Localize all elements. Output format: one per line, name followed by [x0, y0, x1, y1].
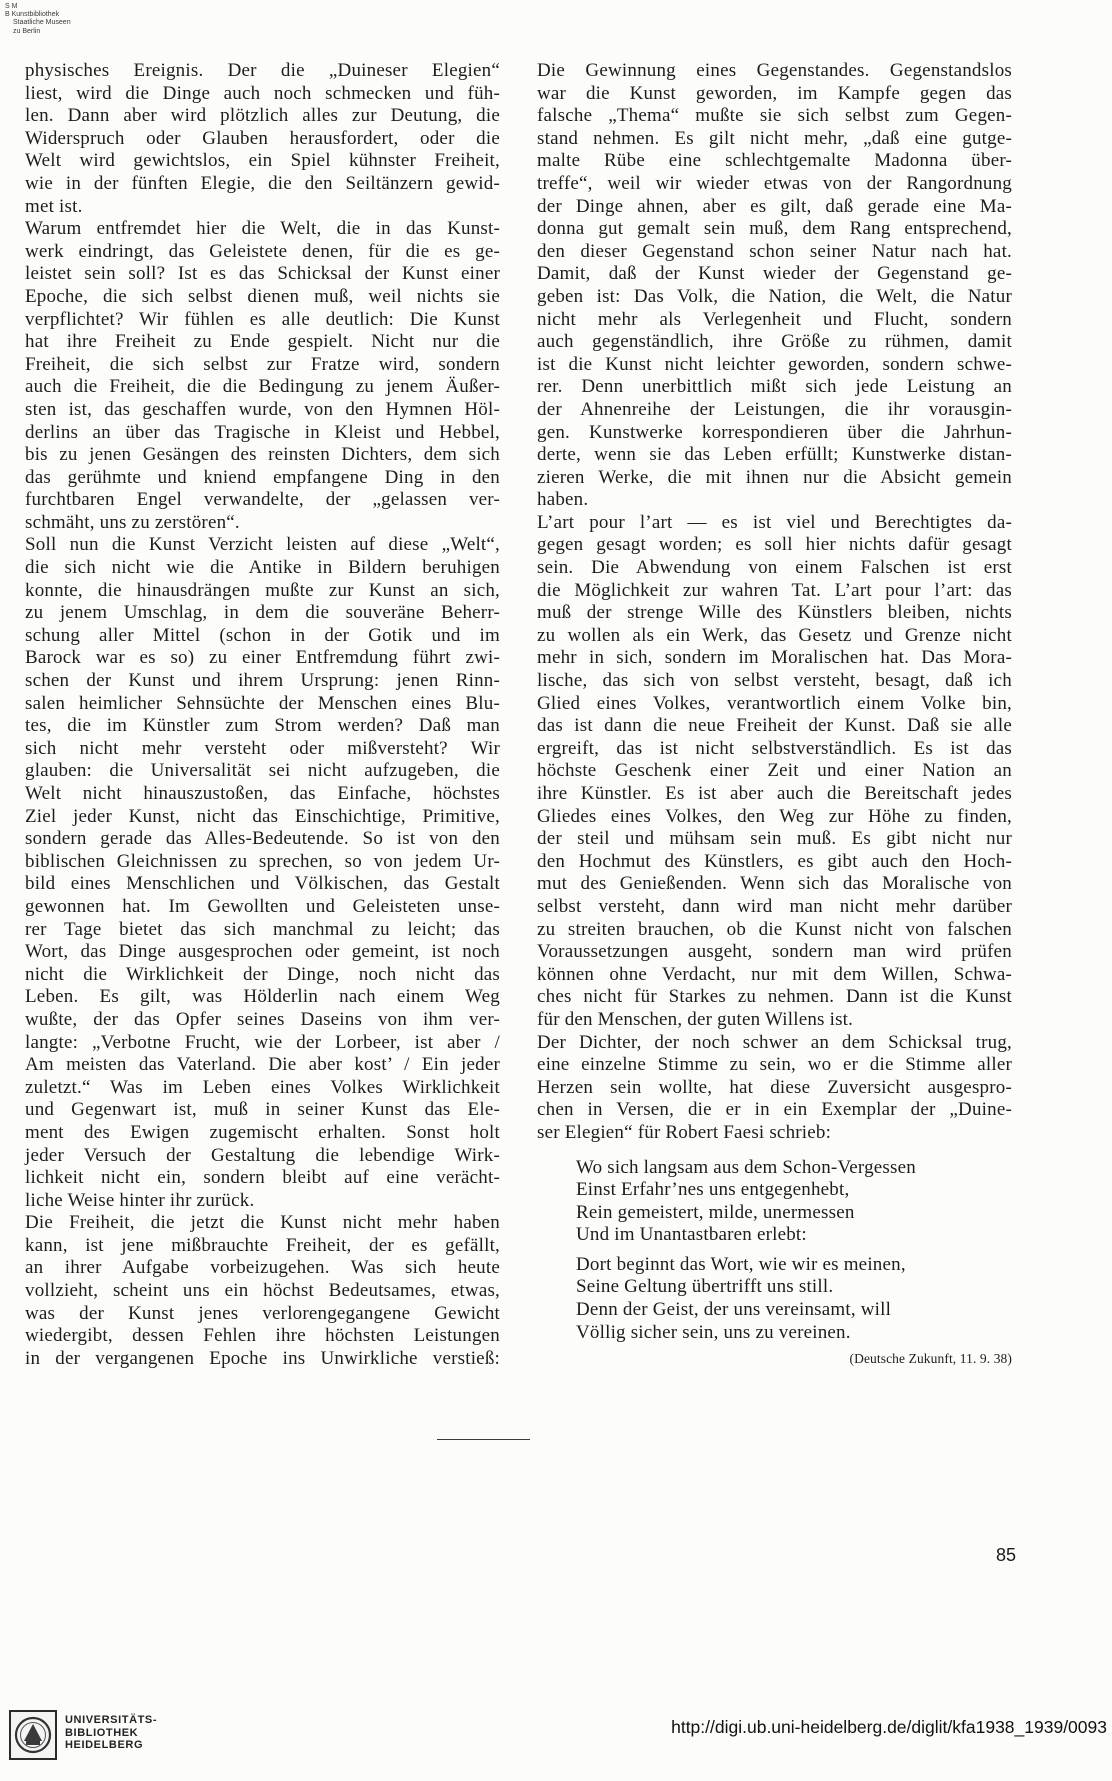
poem-line: Völlig sicher sein, uns zu vereinen.: [576, 1321, 851, 1343]
stamp-line: Staatliche Museen: [13, 19, 71, 27]
text-line: die sich nicht wie die Antike in Bildern beruhigen: [25, 557, 500, 579]
text-line: in der vergangenen Epoche ins Unwirkliche verstieß:: [25, 1347, 500, 1369]
text-line: donna gut gemalt sein muß, dem Rang entsprechend,: [537, 218, 1012, 240]
text-line: vollzieht, scheint uns ein höchst Bedeutsames, etwas,: [25, 1280, 500, 1302]
left-text-column: [25, 60, 500, 1370]
text-line: schen der Kunst und ihrem Ursprung: jenen Rinn-: [25, 670, 500, 692]
text-line: war die Kunst geworden, im Kampfe gegen das: [537, 82, 1012, 104]
paragraph: [25, 218, 500, 534]
text-line: salen heimlicher Sehnsüchte der Menschen eines Blu-: [25, 692, 500, 714]
text-line: Leben. Es gilt, was Hölderlin nach einem Weg: [25, 986, 500, 1008]
text-line: den dieser Gegenstand schon seiner Natur nach hat.: [537, 240, 1012, 262]
library-name-line: BIBLIOTHEK: [65, 1726, 139, 1739]
section-divider: [437, 1439, 530, 1440]
text-line: zuletzt.“ Was im Leben eines Volkes Wirklichkeit: [25, 1076, 500, 1098]
text-line: met ist.: [25, 195, 83, 217]
text-line: sich nicht mehr versteht oder mißversteht? Wir: [25, 737, 500, 759]
text-line: zu wollen als ein Werk, das Gesetz und Grenze nicht: [537, 624, 1012, 646]
text-line: schmäht, uns zu zerstören“.: [25, 511, 240, 533]
text-line: Gliedes eines Volkes, den Weg zur Höhe zu finden,: [537, 805, 1012, 827]
text-line: an ihrer Aufgabe vorbeizugehen. Was sich heute: [25, 1257, 500, 1279]
text-line: bild eines Menschlichen und Völkischen, das Gestalt: [25, 873, 500, 895]
paragraph: [537, 60, 1012, 512]
text-line: gegen gesagt worden; es soll hier nichts dafür gesagt: [537, 534, 1012, 556]
text-line: chen in Versen, die er in ein Exemplar der „Duine-: [537, 1099, 1012, 1121]
text-line: für den Menschen, der guten Willens ist.: [537, 1008, 854, 1030]
poem-line: Denn der Geist, der uns vereinsamt, will: [576, 1299, 892, 1321]
text-line: muß der strenge Wille des Künstlers bleiben, nichts: [537, 602, 1012, 624]
text-line: konnte, die hinausdrängen mußte zur Kunst an sich,: [25, 579, 500, 601]
text-line: mehr in sich, sondern im Moralischen hat. Das Mora-: [537, 647, 1012, 669]
text-line: derte, wenn sie das Leben erfüllt; Kunstwerke distan-: [537, 444, 1012, 466]
text-line: die Möglichkeit zur wahren Tat. L’art pour l’art: das: [537, 579, 1012, 601]
text-line: derlins an über das Tragische in Kleist und Hebbel,: [25, 421, 500, 443]
text-line: ist die Kunst nicht leichter geworden, sondern schwe-: [537, 353, 1012, 375]
poem-line: Einst Erfahr’nes uns entgegenhebt,: [576, 1179, 850, 1201]
text-line: Voraussetzungen ausgeht, sondern man wird prüfen: [537, 941, 1012, 963]
text-line: auch die Freiheit, die die Bedingung zu jenem Äußer-: [25, 376, 500, 398]
text-line: zu streiten brauchen, ob die Kunst nicht von falschen: [537, 918, 1012, 940]
text-line: wiedergibt, dessen Fehlen ihre höchsten Leistungen: [25, 1325, 500, 1347]
text-line: geben ist: Das Volk, die Nation, die Welt, die Natur: [537, 285, 1012, 307]
text-line: das gerühmte und kniend empfangene Ding in den: [25, 466, 500, 488]
text-line: physisches Ereignis. Der die „Duineser Elegien“: [25, 60, 500, 81]
text-line: lische, das sich von selbst versteht, besagt, daß ich: [537, 670, 1012, 692]
text-line: Damit, daß der Kunst wieder der Gegenstand ge-: [537, 263, 1012, 285]
text-line: liche Weise hinter ihr zurück.: [25, 1189, 255, 1211]
text-line: Freiheit, die sich selbst zur Fratze wird, sondern: [25, 353, 500, 375]
right-paragraphs: [537, 60, 1012, 1145]
text-line: Widerspruch oder Glauben herausfordert, oder die: [25, 127, 500, 149]
text-line: auch gegenständlich, ihre Größe zu rühmen, damit: [537, 331, 1012, 353]
poem-source: (Deutsche Zukunft, 11. 9. 38): [849, 1351, 1012, 1367]
stamp-line: B Kunstbibliothek: [5, 11, 60, 19]
text-line: kann, ist jene mißbrauchte Freiheit, der es gefällt,: [25, 1234, 500, 1256]
text-line: der steil und mühsam sein muß. Es gibt nicht nur: [537, 828, 1012, 850]
text-line: liest, wird die Dinge auch noch schmecken und füh-: [25, 82, 500, 104]
text-line: langte: „Verbotne Frucht, wie der Lorbeer, ist aber /: [25, 1031, 500, 1053]
text-line: mut des Genießenden. Wenn sich das Moralische von: [537, 873, 1012, 895]
text-line: eine einzelne Stimme zu sein, wo er die Stimme aller: [537, 1054, 1012, 1076]
text-line: Warum entfremdet hier die Welt, die in das Kunst-: [25, 218, 500, 240]
text-line: falsche „Thema“ mußte sie sich selbst zum Gegen-: [537, 105, 1012, 127]
text-line: werk eindringt, das Geleistete denen, für die es ge-: [25, 240, 500, 262]
text-line: Am meisten das Vaterland. Die aber kost’ / Ein jeder: [25, 1054, 500, 1076]
text-line: Herzen sein wollte, hat diese Zuversicht ausgespro-: [537, 1076, 1012, 1098]
library-name: [65, 1714, 157, 1752]
text-line: schung aller Mittel (schon in der Gotik und im: [25, 624, 500, 646]
library-name-line: UNIVERSITÄTS-: [65, 1714, 158, 1726]
text-line: Welt wird gewichtslos, ein Spiel kühnster Freiheit,: [25, 150, 500, 172]
text-line: zieren Werke, die mit ihnen nur die Absicht gemein: [537, 466, 1012, 488]
text-line: ergreift, das ist nicht selbstverständlich. Es ist das: [537, 737, 1012, 759]
text-line: malte Rübe eine schlechtgemalte Madonna über-: [537, 150, 1012, 172]
text-line: Der Dichter, der noch schwer an dem Schicksal trug,: [537, 1031, 1012, 1053]
text-line: Epoche, die sich selbst dienen muß, weil nichts sie: [25, 285, 500, 307]
paragraph: [537, 512, 1012, 1032]
library-logo: [9, 1710, 57, 1760]
text-line: das ist dann die neue Freiheit der Kunst. Daß sie alle: [537, 715, 1012, 737]
library-name-line: HEIDELBERG: [65, 1739, 144, 1752]
text-line: Welt nicht hinauszustoßen, das Einfache, höchstes: [25, 783, 500, 804]
text-line: leistet sein soll? Ist es das Schicksal der Kunst einer: [25, 263, 500, 285]
text-line: sondern gerade das Alles-Bedeutende. So ist von den: [25, 828, 500, 850]
text-line: hat ihre Freiheit zu Ende gespielt. Nicht nur die: [25, 331, 500, 353]
text-line: nicht die Wirklichkeit der Dinge, noch nicht das: [25, 963, 500, 985]
text-line: stand nehmen. Es gilt nicht mehr, „daß eine gutge-: [537, 127, 1012, 149]
text-line: der Dinge ahnen, aber es gilt, daß gerade eine Ma-: [537, 195, 1012, 217]
text-line: nicht mehr als Verlegenheit und Flucht, sondern: [537, 308, 1012, 330]
text-line: ser Elegien“ für Robert Faesi schrieb:: [537, 1121, 832, 1143]
text-line: furchtbaren Engel verwandelte, der „gelassen ver-: [25, 489, 500, 511]
text-line: jeder Versuch der Gestaltung die lebendige Wirk-: [25, 1144, 500, 1166]
text-line: sein. Die Abwendung von einem Falschen ist erst: [537, 557, 1012, 579]
text-line: treffe“, weil wir wieder etwas von der Rangordnung: [537, 172, 1012, 194]
text-line: ihre Künstler. Es ist aber auch die Bereitschaft jedes: [537, 783, 1012, 804]
poem-line: Und im Unantastbaren erlebt:: [576, 1224, 807, 1246]
poem-line: Dort beginnt das Wort, wie wir es meinen,: [576, 1253, 906, 1275]
text-line: rer Tage bietet das sich manchmal zu leicht; das: [25, 918, 500, 940]
text-line: können ohne Verdacht, nur mit dem Willen, Schwa-: [537, 963, 1012, 985]
right-text-column: [537, 60, 1012, 1368]
paragraph: [25, 534, 500, 1212]
text-line: lichkeit nicht ein, sondern bleibt auf eine verächt-: [25, 1167, 500, 1189]
poem-stanza: [576, 1157, 1012, 1247]
text-line: sten ist, das geschaffen wurde, von den Hymnen Höl-: [25, 398, 500, 420]
text-line: und Gegenwart ist, muß in seiner Kunst das Ele-: [25, 1099, 500, 1121]
stamp-line: zu Berlin: [13, 27, 41, 35]
text-line: rer. Denn unerbittlich mißt sich jede Leistung an: [537, 376, 1012, 398]
text-line: Die Freiheit, die jetzt die Kunst nicht mehr haben: [25, 1212, 500, 1234]
text-line: biblischen Gleichnissen zu sprechen, so von jedem Ur-: [25, 850, 500, 872]
text-line: ches nicht für Starkes zu nehmen. Dann ist die Kunst: [537, 986, 1012, 1008]
text-line: selbst versteht, dann wird man nicht mehr darüber: [537, 895, 1012, 917]
text-line: Barock war es so) zu einer Entfremdung führt zwi-: [25, 647, 500, 669]
text-line: glauben: die Universalität sei nicht aufzugeben, die: [25, 760, 500, 782]
text-line: len. Dann aber wird plötzlich alles zur Deutung, die: [25, 105, 500, 127]
paragraph: [537, 1032, 1012, 1145]
text-line: Soll nun die Kunst Verzicht leisten auf diese „Welt“,: [25, 534, 500, 556]
poem-line: Wo sich langsam aus dem Schon-Vergessen: [576, 1156, 916, 1178]
poem-line: Rein gemeistert, milde, unermessen: [576, 1201, 855, 1223]
page-number: 85: [996, 1545, 1017, 1565]
text-line: gewonnen hat. Im Gewollten und Geleisteten unse-: [25, 895, 500, 917]
text-line: zu jenem Umschlag, in dem die souveräne Beherr-: [25, 602, 500, 624]
museum-stamp: [5, 3, 71, 36]
text-line: haben.: [537, 489, 589, 511]
text-line: ment des Ewigen zugemischt erhalten. Sonst holt: [25, 1121, 500, 1143]
poem-line: Seine Geltung übertrifft uns still.: [576, 1276, 834, 1298]
paragraph: [25, 1212, 500, 1370]
text-line: höchste Geschenk einer Zeit und einer Nation an: [537, 760, 1012, 782]
text-line: Ziel jeder Kunst, nicht das Einschichtige, Primitive,: [25, 805, 500, 827]
poem: [576, 1157, 1012, 1345]
text-line: wie in der fünften Elegie, die den Seiltänzern gewid-: [25, 172, 500, 194]
text-line: wußte, der das Opfer seines Daseins von ihm ver-: [25, 1008, 500, 1030]
source-url: http://digi.ub.uni-heidelberg.de/diglit/kfa1938_1939/0093: [671, 1717, 1107, 1737]
text-line: der Ahnenreihe der Leistungen, die ihr vorausgin-: [537, 398, 1012, 420]
text-line: Glied eines Volkes, verantwortlich einem Volke bin,: [537, 692, 1012, 714]
poem-stanza: [576, 1254, 1012, 1344]
text-line: Wort, das Dinge ausgesprochen oder gemeint, ist noch: [25, 941, 500, 963]
text-line: tes, die im Künstler zum Strom werden? Daß man: [25, 715, 500, 737]
text-line: was der Kunst jenes verlorengegangene Gewicht: [25, 1302, 500, 1324]
text-line: bis zu jenen Gesängen des reinsten Dichters, dem sich: [25, 444, 500, 466]
text-line: L’art pour l’art — es ist viel und Berechtigtes da-: [537, 511, 1012, 533]
text-line: Die Gewinnung eines Gegenstandes. Gegenstandslos: [537, 60, 1012, 81]
text-line: den Hochmut des Künstlers, es gibt auch den Hoch-: [537, 850, 1012, 872]
paragraph: [25, 60, 500, 218]
text-line: verpflichtet? Wir fühlen es alle deutlich: Die Kunst: [25, 308, 500, 330]
stamp-line: S M: [5, 3, 18, 10]
text-line: gen. Kunstwerke korrespondieren über die Jahrhun-: [537, 421, 1012, 443]
